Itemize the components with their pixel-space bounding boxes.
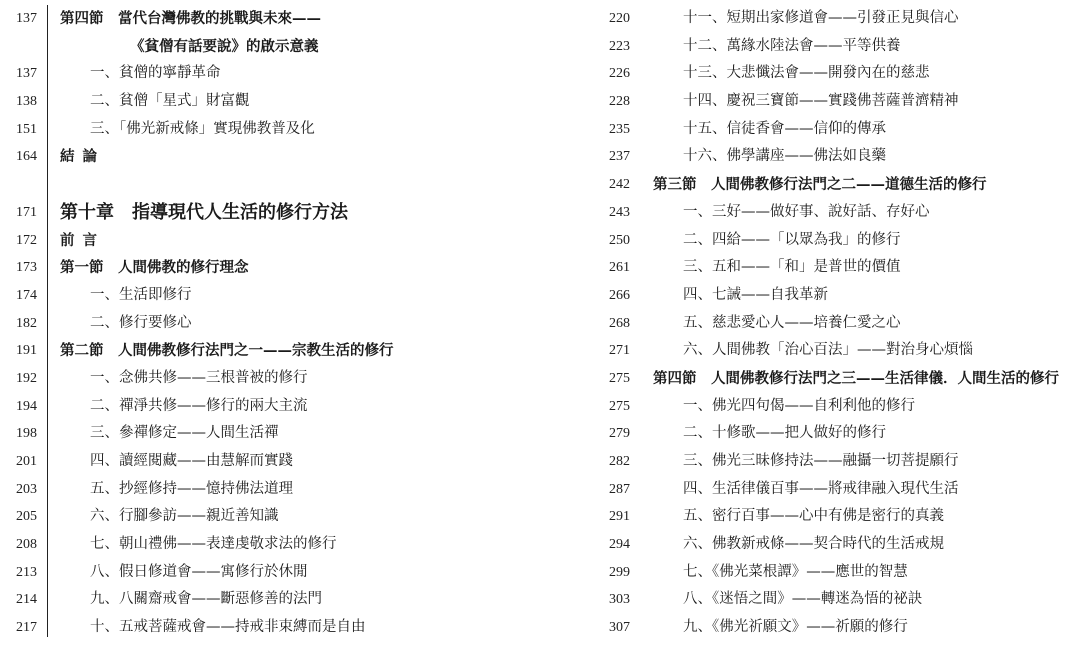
- toc-left-column: [0, 5, 540, 642]
- toc-section-title: 第十章 指導現代人生活的修行方法: [60, 201, 348, 223]
- toc-page-number: 250: [609, 232, 630, 248]
- toc-subsection-title: 十二、萬緣水陸法會——平等供養: [683, 37, 901, 54]
- toc-entry-row: [545, 365, 1080, 393]
- toc-page-number: 194: [16, 398, 37, 414]
- toc-entry-row: [545, 116, 1080, 144]
- toc-section-title: 《貧僧有話要說》的啟示意義: [130, 37, 319, 55]
- toc-page-number: 271: [609, 343, 630, 359]
- toc-entry-row: [0, 559, 540, 587]
- toc-page-number: 237: [609, 149, 630, 165]
- toc-entry-row: [545, 531, 1080, 559]
- toc-entry-row: [545, 476, 1080, 504]
- toc-page-number: 173: [16, 260, 37, 276]
- toc-entry-row: [0, 614, 540, 642]
- toc-entry-row: [0, 171, 540, 199]
- toc-page-number: 191: [16, 343, 37, 359]
- toc-page-number: 217: [16, 620, 37, 636]
- toc-subsection-title: 五、抄經修持——憶持佛法道理: [90, 480, 293, 497]
- toc-subsection-title: 一、念佛共修——三根普被的修行: [90, 369, 308, 386]
- toc-entry-row: [0, 282, 540, 310]
- toc-subsection-title: 十四、慶祝三寶節——實踐佛菩薩普濟精神: [683, 93, 959, 110]
- toc-page-number: 172: [16, 232, 37, 248]
- toc-page-number: 198: [16, 426, 37, 442]
- toc-section-title: 結論: [60, 148, 105, 166]
- toc-subsection-title: 九、八關齋戒會——斷惡修善的法門: [90, 591, 322, 608]
- toc-entry-row: [545, 310, 1080, 338]
- toc-section-title: 第一節 人間佛教的修行理念: [60, 259, 249, 277]
- toc-page-number: 291: [609, 509, 630, 525]
- toc-subsection-title: 八、假日修道會——寓修行於休閒: [90, 563, 308, 580]
- toc-subsection-title: 六、行腳參訪——親近善知識: [90, 508, 279, 525]
- toc-subsection-title: 一、貧僧的寧靜革命: [90, 65, 221, 82]
- toc-page-number: 228: [609, 94, 630, 110]
- toc-entry-row: [545, 171, 1080, 199]
- toc-entry-row: [545, 393, 1080, 421]
- toc-entry-row: [545, 227, 1080, 255]
- toc-page-number: 279: [609, 426, 630, 442]
- toc-page-number: 242: [609, 177, 630, 193]
- toc-entry-row: [545, 5, 1080, 33]
- toc-subsection-title: 二、十修歌——把人做好的修行: [683, 425, 886, 442]
- toc-page-number: 243: [609, 204, 630, 220]
- toc-subsection-title: 三、「佛光新戒條」實現佛教普及化: [90, 120, 315, 137]
- toc-entry-row: [0, 88, 540, 116]
- toc-subsection-title: 八、《迷悟之間》——轉迷為悟的祕訣: [683, 591, 923, 608]
- toc-entry-row: [545, 282, 1080, 310]
- toc-entry-row: [545, 420, 1080, 448]
- toc-entry-row: [545, 88, 1080, 116]
- toc-entry-row: [0, 393, 540, 421]
- toc-entry-row: [0, 448, 540, 476]
- toc-page-number: 223: [609, 38, 630, 54]
- toc-page-number: 220: [609, 11, 630, 26]
- toc-entry-row: [0, 586, 540, 614]
- toc-entry-row: [545, 143, 1080, 171]
- toc-entry-row: [0, 310, 540, 338]
- toc-entry-row: [545, 60, 1080, 88]
- toc-subsection-title: 五、密行百事——心中有佛是密行的真義: [683, 508, 944, 525]
- toc-subsection-title: 一、佛光四句偈——自利利他的修行: [683, 397, 915, 414]
- toc-entry-row: [0, 420, 540, 448]
- toc-entry-row: [545, 448, 1080, 476]
- toc-entry-row: [0, 33, 540, 61]
- toc-entry-row: [545, 33, 1080, 61]
- toc-page-number: 213: [16, 564, 37, 580]
- toc-entry-row: [0, 143, 540, 171]
- toc-subsection-title: 四、讀經閱藏——由慧解而實踐: [90, 453, 293, 469]
- toc-subsection-title: 十、五戒菩薩戒會——持戒非束縛而是自由: [90, 619, 366, 636]
- toc-page-number: 282: [609, 454, 630, 469]
- toc-subsection-title: 十五、信徒香會——信仰的傳承: [683, 120, 886, 137]
- toc-page-number: 299: [609, 564, 630, 580]
- toc-left-entries: [0, 5, 540, 642]
- toc-right-column: [545, 5, 1080, 642]
- toc-page-number: 205: [16, 509, 37, 525]
- toc-subsection-title: 一、三好——做好事、說好話、存好心: [683, 203, 930, 220]
- toc-page-number: 171: [16, 204, 37, 220]
- toc-subsection-title: 三、佛光三昧修持法——融攝一切菩提願行: [683, 453, 959, 469]
- toc-page-number: 235: [609, 121, 630, 137]
- toc-section-title: 第二節 人間佛教修行法門之一——宗教生活的修行: [60, 342, 394, 360]
- toc-page-number: 137: [16, 66, 37, 82]
- toc-entry-row: [0, 365, 540, 393]
- toc-entry-row: [0, 199, 540, 227]
- toc-page-number: 138: [16, 94, 37, 110]
- toc-entry-row: [545, 337, 1080, 365]
- toc-page-number: 201: [16, 454, 37, 469]
- toc-subsection-title: 五、慈悲愛心人——培養仁愛之心: [683, 314, 901, 331]
- toc-page-number: 174: [16, 287, 37, 303]
- toc-entry-row: [545, 199, 1080, 227]
- toc-subsection-title: 二、禪淨共修——修行的兩大主流: [90, 397, 308, 414]
- toc-page-number: 164: [16, 149, 37, 165]
- toc-page-number: 303: [609, 592, 630, 608]
- toc-subsection-title: 六、人間佛教「治心百法」——對治身心煩惱: [683, 342, 973, 359]
- toc-section-title: 第三節 人間佛教修行法門之二——道德生活的修行: [653, 176, 987, 194]
- toc-subsection-title: 十三、大悲懺法會——開發內在的慈悲: [683, 65, 930, 82]
- toc-entry-row: [0, 60, 540, 88]
- toc-right-entries: [545, 5, 1080, 642]
- toc-subsection-title: 二、四給——「以眾為我」的修行: [683, 231, 901, 248]
- toc-subsection-title: 一、生活即修行: [90, 286, 192, 303]
- toc-page-number: 137: [16, 11, 37, 26]
- toc-entry-row: [0, 476, 540, 504]
- toc-entry-row: [0, 503, 540, 531]
- toc-subsection-title: 三、五和——「和」是普世的價值: [683, 259, 901, 276]
- toc-page-number: 203: [16, 481, 37, 497]
- toc-page-number: 151: [16, 121, 37, 137]
- toc-subsection-title: 二、貧僧「星式」財富觀: [90, 93, 250, 110]
- toc-page-number: 268: [609, 315, 630, 331]
- toc-section-title: 前言: [60, 231, 105, 249]
- toc-subsection-title: 九、《佛光祈願文》——祈願的修行: [683, 619, 908, 636]
- toc-entry-row: [0, 531, 540, 559]
- toc-page-number: 266: [609, 287, 630, 303]
- toc-page-number: 192: [16, 370, 37, 386]
- toc-subsection-title: 四、生活律儀百事——將戒律融入現代生活: [683, 480, 959, 497]
- toc-subsection-title: 六、佛教新戒條——契合時代的生活戒規: [683, 536, 944, 553]
- toc-entry-row: [0, 254, 540, 282]
- toc-entry-row: [545, 503, 1080, 531]
- toc-subsection-title: 七、朝山禮佛——表達虔敬求法的修行: [90, 536, 337, 553]
- toc-subsection-title: 二、修行要修心: [90, 314, 192, 331]
- toc-entry-row: [545, 254, 1080, 282]
- toc-entry-row: [0, 227, 540, 255]
- toc-entry-row: [545, 559, 1080, 587]
- toc-entry-row: [0, 5, 540, 33]
- toc-page-number: 208: [16, 537, 37, 553]
- toc-page-number: 182: [16, 315, 37, 331]
- toc-subsection-title: 三、參禪修定——人間生活禪: [90, 425, 279, 442]
- toc-page-number: 226: [609, 66, 630, 82]
- toc-subsection-title: 十一、短期出家修道會——引發正見與信心: [683, 10, 959, 26]
- toc-section-title: 第四節 人間佛教修行法門之三——生活律儀．人間生活的修行: [653, 369, 1059, 387]
- toc-subsection-title: 十六、佛學講座——佛法如良藥: [683, 148, 886, 165]
- toc-entry-row: [545, 614, 1080, 642]
- toc-page-number: 214: [16, 592, 37, 608]
- toc-entry-row: [0, 337, 540, 365]
- toc-page-number: 275: [609, 398, 630, 414]
- toc-section-title: 第四節 當代台灣佛教的挑戰與未來——: [60, 10, 321, 27]
- toc-subsection-title: 四、七誡——自我革新: [683, 286, 828, 303]
- toc-subsection-title: 七、《佛光菜根譚》——應世的智慧: [683, 563, 908, 580]
- toc-page-number: 287: [609, 481, 630, 497]
- toc-entry-row: [0, 116, 540, 144]
- toc-page-number: 261: [609, 260, 630, 276]
- toc-entry-row: [545, 586, 1080, 614]
- toc-page-number: 275: [609, 370, 630, 386]
- toc-page-number: 307: [609, 620, 630, 636]
- toc-page-number: 294: [609, 537, 630, 553]
